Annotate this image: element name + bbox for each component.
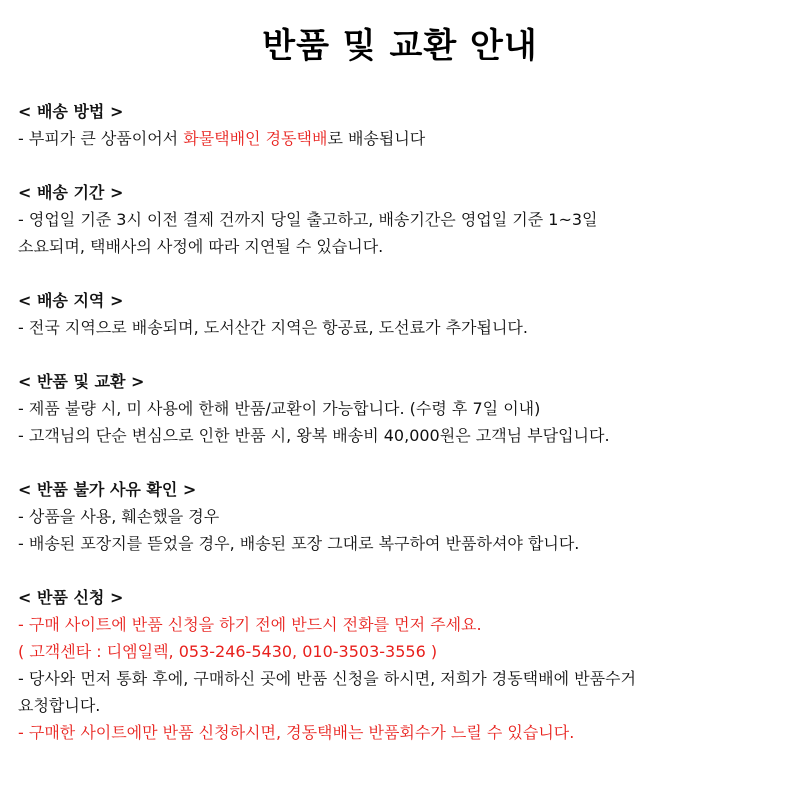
courier-highlight: 화물택배인 경동택배 bbox=[183, 129, 328, 148]
customer-center-contact: ( 고객센타 : 디엠일렉, 053-246-5430, 010-3503-3556 ) bbox=[18, 642, 438, 661]
section-line: - 당사와 먼저 통화 후에, 구매하신 곳에 반품 신청을 하시면, 저희가 경동택배에 반품수거 bbox=[18, 669, 636, 688]
section-line-warning: - 구매한 사이트에만 반품 신청하시면, 경동택배는 반품회수가 느릴 수 있습니다. bbox=[18, 723, 575, 742]
section-line-warning: - 구매 사이트에 반품 신청을 하기 전에 반드시 전화를 먼저 주세요. bbox=[18, 615, 482, 634]
section-non-returnable bbox=[18, 476, 788, 557]
section-line: 소요되며, 택배사의 사정에 따라 지연될 수 있습니다. bbox=[18, 237, 384, 256]
section-return-exchange bbox=[18, 368, 788, 449]
section-line: - 전국 지역으로 배송되며, 도서산간 지역은 항공료, 도선료가 추가됩니다. bbox=[18, 318, 528, 337]
section-line bbox=[18, 125, 788, 152]
section-line: - 고객님의 단순 변심으로 인한 반품 시, 왕복 배송비 40,000원은 고객님 부담입니다. bbox=[18, 426, 610, 445]
section-line: - 영업일 기준 3시 이전 결제 건까지 당일 출고하고, 배송기간은 영업일 기준 1~3일 bbox=[18, 210, 598, 229]
section-line: - 배송된 포장지를 뜯었을 경우, 배송된 포장 그대로 복구하여 반품하셔야 합니다. bbox=[18, 534, 580, 553]
line-text: - 부피가 큰 상품이어서 bbox=[18, 129, 184, 148]
section-heading: < 배송 기간 > bbox=[18, 183, 124, 202]
section-shipping-period bbox=[18, 179, 788, 260]
section-line: - 제품 불량 시, 미 사용에 한해 반품/교환이 가능합니다. (수령 후 7일 이내) bbox=[18, 399, 541, 418]
section-heading: < 배송 방법 > bbox=[18, 102, 124, 121]
section-heading: < 반품 불가 사유 확인 > bbox=[18, 480, 197, 499]
section-heading: < 반품 및 교환 > bbox=[18, 372, 145, 391]
section-heading: < 배송 지역 > bbox=[18, 291, 124, 310]
section-shipping-area bbox=[18, 287, 788, 341]
section-line: 요청합니다. bbox=[18, 696, 101, 715]
section-heading: < 반품 신청 > bbox=[18, 588, 124, 607]
page-title: 반품 및 교환 안내 bbox=[262, 26, 538, 66]
notice-body bbox=[18, 98, 788, 773]
section-shipping-method bbox=[18, 98, 788, 152]
section-return-request bbox=[18, 584, 788, 746]
line-text: 로 배송됩니다 bbox=[327, 129, 426, 148]
section-line: - 상품을 사용, 훼손했을 경우 bbox=[18, 507, 220, 526]
